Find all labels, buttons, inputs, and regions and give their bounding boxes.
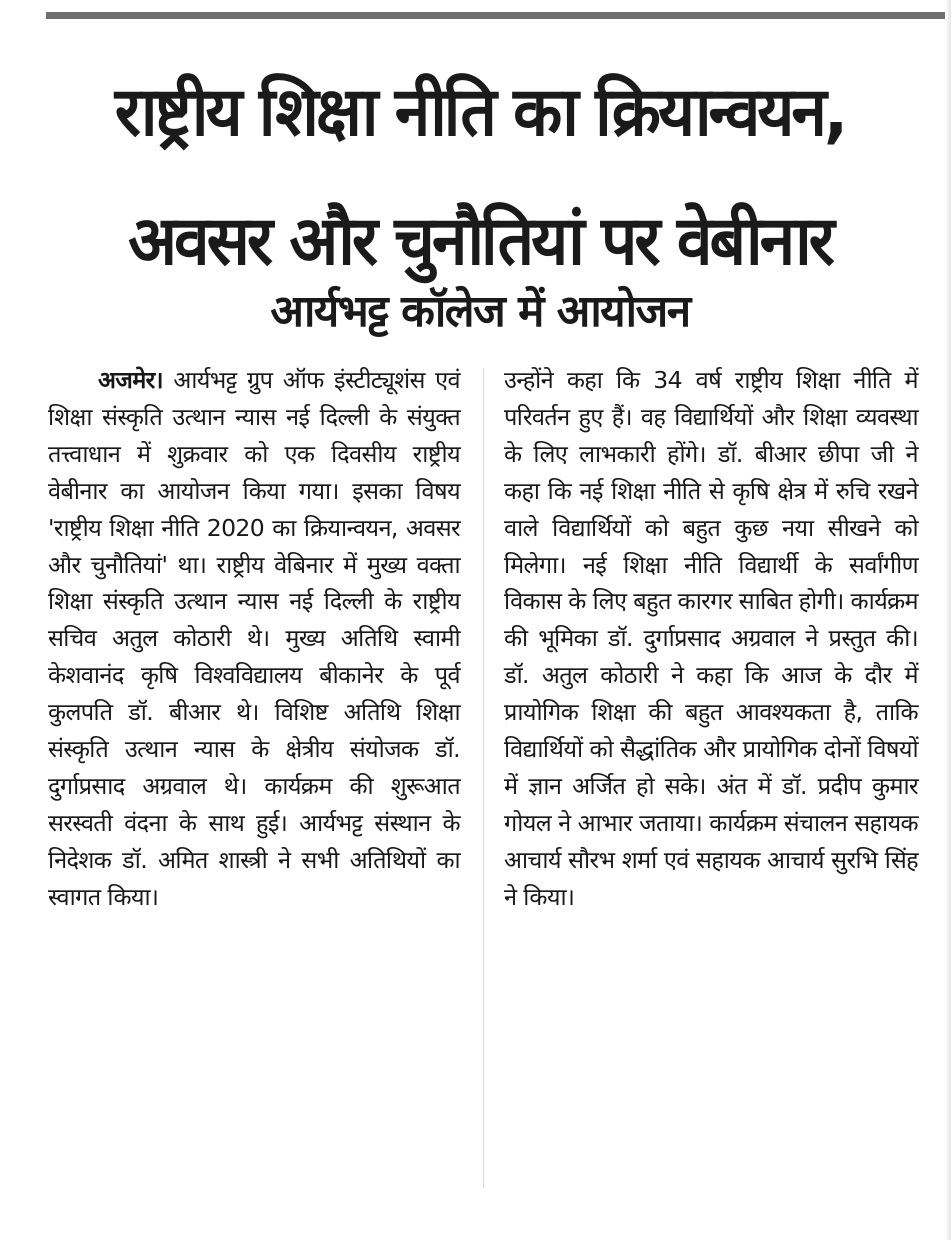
column-left-text: आर्यभट्ट ग्रुप ऑफ इंस्टीट्यूशंस एवं शिक्षा संस्कृति उत्थान न्यास नई दिल्ली के संयुक्त तत्त्वाधान में शुक्रवार को एक दिवसीय राष्ट्रीय वेबीनार का आयोजन किया गया। इसका विषय 'राष्ट्रीय शिक्षा नीति 2020 का क्रियान्वयन, अवसर और चुनौतियां' था। राष्ट्रीय वेबिनार में मुख्य वक्ता शिक्षा संस्कृति उत्थान न्यास नई दिल्ली के राष्ट्रीय सचिव अतुल कोठारी थे। मुख्य अतिथि स्वामी केशवानंद कृषि विश्वविद्यालय बीकानेर के पूर्व कुलपति डॉ. बीआर थे। विशिष्ट अतिथि शिक्षा संस्कृति उत्थान न्यास के क्षेत्रीय संयोजक डॉ. दुर्गाप्रसाद अग्रवाल थे। कार्यक्रम की शुरूआत सरस्वती वंदना के साथ हुई। आर्यभट्ट संस्थान के निदेशक डॉ. अमित शास्त्री ने सभी अतिथियों का स्वागत किया।: [48, 366, 460, 911]
article-column-right: [504, 362, 918, 916]
article-subheadline: आर्यभट्ट कॉलेज में आयोजन: [270, 286, 690, 337]
article-column-left: [48, 362, 460, 916]
article-headline: राष्ट्रीय शिक्षा नीति का क्रियान्वयन, अवसर और चुनौतियां पर वेबीनार: [114, 73, 846, 282]
column-right-text: उन्होंने कहा कि 34 वर्ष राष्ट्रीय शिक्षा नीति में परिवर्तन हुए हैं। वह विद्यार्थियों और शिक्षा व्यवस्था के लिए लाभकारी होंगे। डॉ. बीआर छीपा जी ने कहा कि नई शिक्षा नीति से कृषि क्षेत्र में रुचि रखने वाले विद्यार्थियों को बहुत कुछ नया सीखने को मिलेगा। नई शिक्षा नीति विद्यार्थी के सर्वांगीण विकास के लिए बहुत कारगर साबित होगी। कार्यक्रम की भूमिका डॉ. दुर्गाप्रसाद अग्रवाल ने प्रस्तुत की। डॉ. अतुल कोठारी ने कहा कि आज के दौर में प्रायोगिक शिक्षा की बहुत आवश्यकता है, ताकि विद्यार्थियों को सैद्धांतिक और प्रायोगिक दोनों विषयों में ज्ञान अर्जित हो सके। अंत में डॉ. प्रदीप कुमार गोयल ने आभार जताया। कार्यक्रम संचालन सहायक आचार्य सौरभ शर्मा एवं सहायक आचार्य सुरभि सिंह ने किया।: [504, 366, 918, 911]
column-gutter: [483, 368, 484, 1188]
article-dateline: अजमेर।: [98, 366, 163, 394]
page-edge-shadow: [945, 0, 951, 1240]
top-divider-rule: [46, 12, 951, 19]
